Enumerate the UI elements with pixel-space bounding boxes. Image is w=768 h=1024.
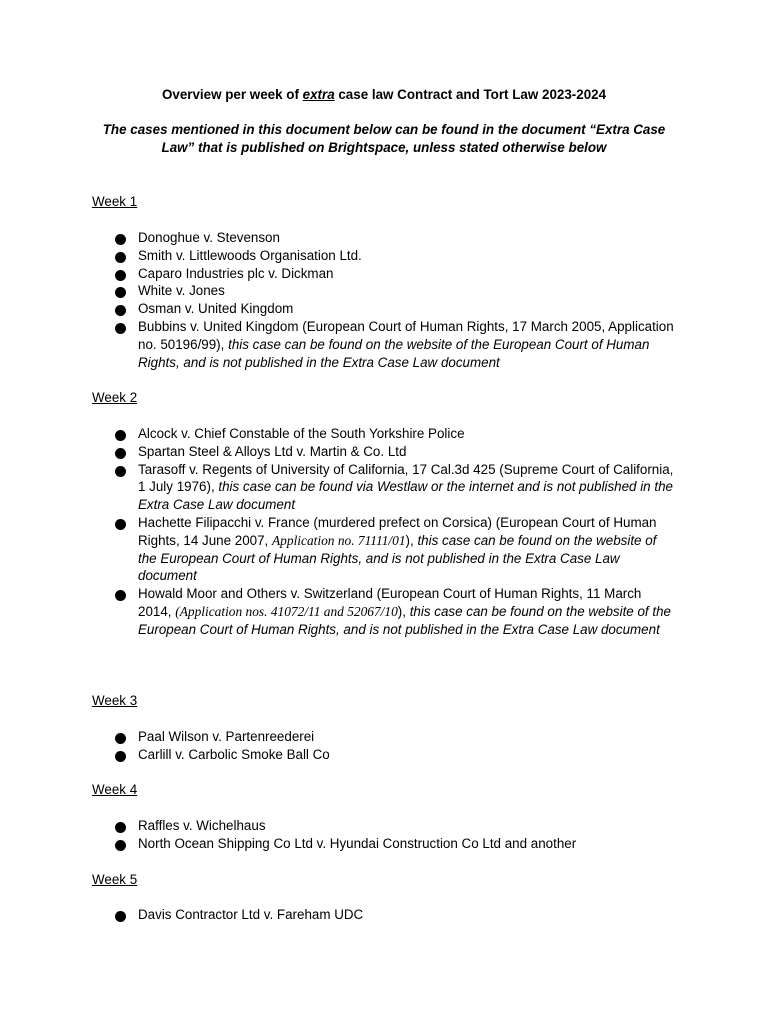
week-heading-2: Week 2 (92, 390, 138, 405)
case-name: Alcock v. Chief Constable of the South Yorkshire Police (138, 426, 465, 441)
list-item (0, 300, 768, 318)
case-name-continued: ), (405, 532, 418, 548)
list-item (0, 728, 768, 746)
list-item (0, 817, 768, 835)
bullet-icon (115, 519, 126, 530)
bullet-icon (115, 305, 126, 316)
list-item (0, 282, 768, 300)
list-item (0, 585, 768, 638)
case-note: this case can be found on the website of the European Court of Human Rights, and is not published in the Extra Case Law document (138, 336, 650, 370)
list-item (0, 318, 768, 371)
case-name: Smith v. Littlewoods Organisation Ltd. (138, 247, 362, 263)
week-heading-5: Week 5 (92, 872, 138, 887)
case-note: this case can be found on the website of the European Court of Human Rights, and is not published in the Extra Case Law document (138, 532, 657, 584)
bullet-icon (115, 733, 126, 744)
case-name: Hachette Filipacchi v. France (murdered prefect on Corsica) (European Court of Human Rights, 14 June 2007, (138, 514, 657, 548)
week-4-case-list (0, 817, 768, 853)
list-item (0, 443, 768, 461)
list-item (0, 835, 768, 853)
bullet-icon (115, 751, 126, 762)
week-heading-1: Week 1 (92, 194, 138, 209)
list-item (0, 425, 768, 443)
week-3-case-list (0, 728, 768, 764)
case-name-continued: ), (397, 603, 410, 619)
bullet-icon (115, 252, 126, 263)
week-1-case-list (0, 229, 768, 371)
bullet-icon (115, 822, 126, 833)
list-item (0, 229, 768, 247)
case-name: White v. Jones (138, 283, 225, 299)
bullet-icon (115, 323, 126, 334)
list-item (0, 461, 768, 514)
case-name: Carlill v. Carbolic Smoke Ball Co (138, 746, 330, 762)
bullet-icon (115, 911, 126, 922)
application-number: (Application nos. 41072/11 and 52067/10 (175, 603, 398, 619)
application-number: Application no. 71111/01 (272, 532, 406, 548)
title-suffix: case law Contract and Tort Law 2023-2024 (334, 87, 607, 102)
list-item (0, 746, 768, 764)
case-name: Osman v. United Kingdom (138, 301, 294, 317)
case-name: Tarasoff v. Regents of University of California, 17 Cal.3d 425 (Supreme Court of California, 1 July 1976), (138, 461, 674, 495)
week-2-case-list (0, 425, 768, 639)
case-name: Raffles v. Wichelhaus (138, 818, 266, 833)
page-title (0, 86, 768, 104)
case-note: this case can be found via Westlaw or the internet and is not published in the Extra Case Law document (138, 479, 673, 513)
bullet-icon (115, 234, 126, 245)
week-heading-3: Week 3 (92, 693, 138, 708)
bullet-icon (115, 448, 126, 459)
case-name: Caparo Industries plc v. Dickman (138, 265, 334, 281)
week-5-case-list (0, 906, 768, 924)
list-item (0, 265, 768, 283)
list-item (0, 514, 768, 585)
title-prefix: Overview per week of (161, 87, 303, 102)
case-name: Paal Wilson v. Partenreederei (138, 729, 315, 744)
list-item (0, 247, 768, 265)
bullet-icon (115, 466, 126, 477)
page-subtitle: The cases mentioned in this document below can be found in the document “Extra Case Law” that is published on Brightspace, unless stated otherwise below (102, 122, 666, 155)
week-heading-4: Week 4 (92, 782, 138, 797)
bullet-icon (115, 590, 126, 601)
list-item (0, 906, 768, 924)
title-emphasis: extra (302, 87, 335, 102)
bullet-icon (115, 840, 126, 851)
case-name: Howald Moor and Others v. Switzerland (European Court of Human Rights, 11 March 2014, (138, 586, 642, 619)
bullet-icon (115, 430, 126, 441)
case-name: Davis Contractor Ltd v. Fareham UDC (138, 907, 364, 922)
case-name: North Ocean Shipping Co Ltd v. Hyundai Construction Co Ltd and another (138, 835, 577, 851)
bullet-icon (115, 287, 126, 298)
case-name: Donoghue v. Stevenson (138, 230, 280, 245)
case-name: Spartan Steel & Alloys Ltd v. Martin & Co. Ltd (138, 443, 407, 459)
case-name: Bubbins v. United Kingdom (European Court of Human Rights, 17 March 2005, Application no. 50196/99), (138, 318, 674, 352)
bullet-icon (115, 270, 126, 281)
case-note: this case can be found on the website of the European Court of Human Rights, and is not published in the Extra Case Law document (138, 603, 671, 637)
